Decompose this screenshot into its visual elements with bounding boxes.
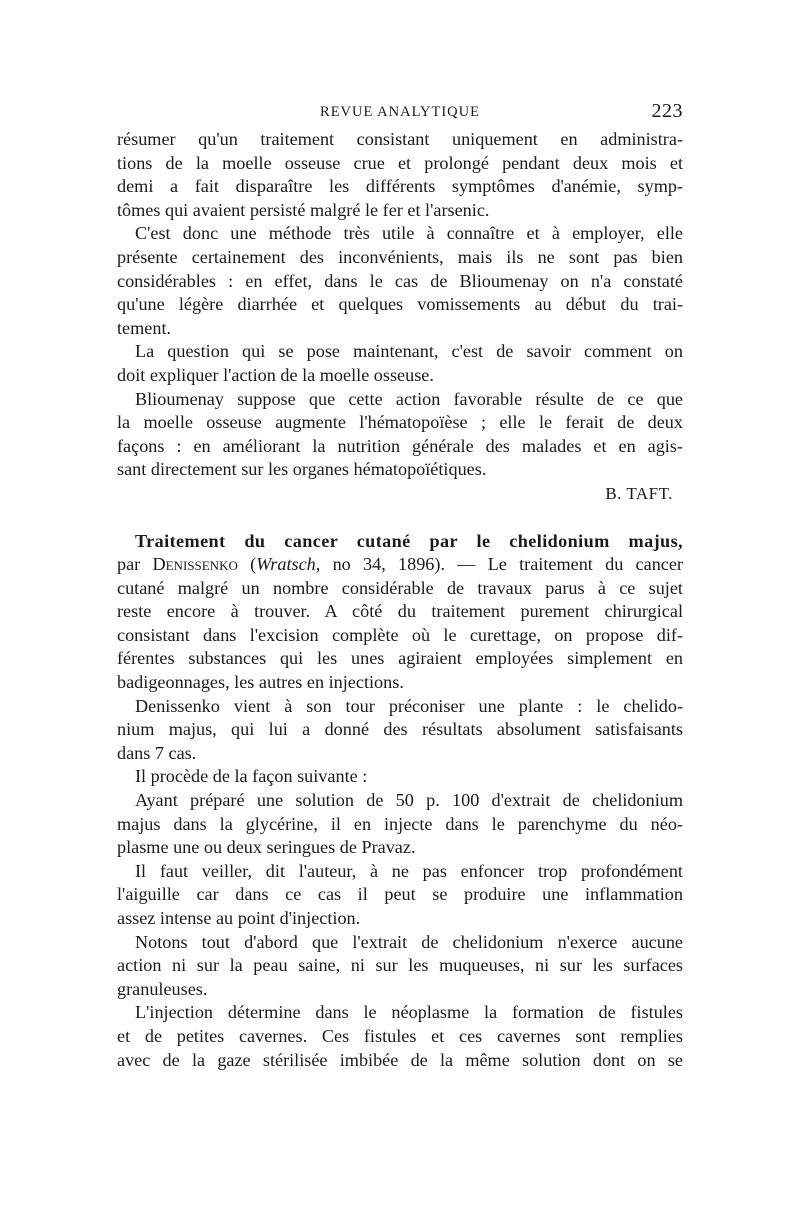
text-line: qu'une légère diarrhée et quelques vomissements au début du trai- [117,294,683,315]
citation-line [117,553,683,577]
text-line: Il faut veiller, dit l'auteur, à ne pas enfoncer trop profondément [135,860,683,881]
text-line: la moelle osseuse augmente l'hématopoïèse ; elle le ferait de deux [117,412,683,433]
text-line: cutané malgré un nombre considérable de travaux parus à ce sujet [117,577,683,598]
text-line: assez intense au point d'injection. [117,908,361,928]
text-line: C'est donc une méthode très utile à connaître et à employer, elle [135,223,683,244]
citation-prefix: par [117,554,153,575]
text-line: L'injection détermine dans le néoplasme la formation de fistules [135,1002,683,1023]
text-line: reste encore à trouver. A côté du traitement purement chirurgical [117,601,683,622]
text-line: Ayant préparé une solution de 50 p. 100 d'extrait de chelidonium [135,790,683,811]
text-line: badigeonnages, les autres en injections. [117,672,404,693]
text-line: dans 7 cas. [117,742,197,763]
text-line: Denissenko vient à son tour préconiser une plante : le chelido- [135,695,683,716]
text-line: doit expliquer l'action de la moelle osseuse. [117,364,434,385]
text-line: nium majus, qui lui a donné des résultats absolument satisfaisants [117,719,683,740]
text-line: considérables : en effet, dans le cas de Blioumenay on n'a constaté [117,270,683,291]
text-line: granuleuses. [117,978,208,999]
text-line: demi a fait disparaître les différents symptômes d'anémie, symp- [117,176,683,197]
text-line: tement. [117,317,172,338]
review-2-paragraph-2 [117,695,683,766]
review-1-paragraph-2 [117,222,683,340]
text-line: tômes qui avaient persisté malgré le fer et l'arsenic. [117,199,490,220]
page-number: 223 [651,100,683,122]
text-line: avec de la gaze stérilisée imbibée de la même solution dont on se [117,1049,683,1070]
text-line: Blioumenay suppose que cette action favorable résulte de ce que [135,388,683,409]
text-line: présente certainement des inconvénients, mais ils ne sont pas bien [117,246,683,267]
review-2-paragraph-7 [117,1001,683,1072]
text-line: et de petites cavernes. Ces fistules et ces cavernes sont remplies [117,1025,683,1046]
article-title: Traitement du cancer cutané par le chelidonium majus, [135,530,683,551]
running-title: REVUE ANALYTIQUE [320,104,480,120]
text-line: façons : en améliorant la nutrition générale des malades et en agis- [117,435,683,456]
text-line: Il procède de la façon suivante : [135,766,368,787]
review-2-paragraph-3 [117,765,683,789]
text-line: tions de la moelle osseuse crue et prolongé pendant deux mois et [117,152,683,173]
review-2-paragraph-4 [117,789,683,860]
citation-rest: , no 34, 1896). — Le traitement du cancer [315,554,683,575]
text-line: La question qui se pose maintenant, c'est de savoir comment on [135,341,683,362]
text-line: majus dans la glycérine, il en injecte dans le parenchyme du néo- [117,813,683,834]
review-2-paragraph-1 [117,530,683,695]
text-line: consistant dans l'excision complète où le curettage, on propose dif- [117,624,683,645]
citation-open: ( [237,554,257,575]
body-text [117,128,683,1072]
text-line: plasme une ou deux seringues de Pravaz. [117,837,416,858]
review-2-paragraph-5 [117,860,683,931]
review-1-signature: B. TAFT. [605,483,673,503]
text-line: résumer qu'un traitement consistant uniquement en administra- [117,129,683,149]
text-line: action ni sur la peau saine, ni sur les muqueuses, ni sur les surfaces [117,955,683,976]
review-1-paragraph-4 [117,388,683,482]
text-line: sant directement sur les organes hématopoïétiques. [117,459,487,480]
text-line: férentes substances qui les unes agiraient employées simplement en [117,648,683,669]
author-name: Denissenko [152,554,238,575]
text-line: l'aiguille car dans ce cas il peut se produire une inflammation [117,884,683,905]
text-line: Notons tout d'abord que l'extrait de chelidonium n'exerce aucune [135,931,683,952]
journal-name: Wratsch [256,554,316,575]
review-1-paragraph-1 [117,128,683,222]
review-2-paragraph-6 [117,931,683,1002]
review-1-paragraph-3 [117,340,683,387]
running-head [117,100,683,124]
section-gap [117,506,683,530]
